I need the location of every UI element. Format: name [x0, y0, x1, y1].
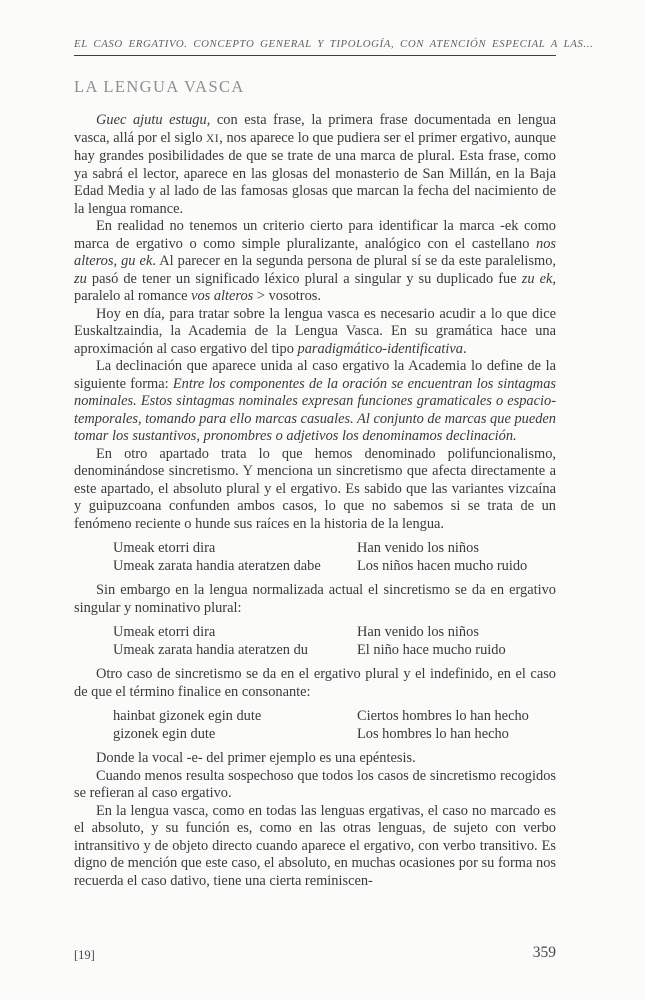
text-run: , con esta frase, la primera frase documentada en lengua vasca, allá por el siglo [74, 112, 556, 146]
page-title: LA LENGUA VASCA [74, 77, 245, 96]
text-run: > vosotros. [253, 288, 321, 304]
text-run: Donde la vocal -e- del primer ejemplo es una epéntesis. [96, 750, 416, 766]
italic-run: Entre los componentes de la oración se encuentran los sintagmas nominales. Estos sintagmas nominales expresan funciones gramaticales o espacio-temporales, tomando para ello marcas casuales. Al conjunto de marcas que pueden tomar los sustantivos, pronombres o adjetivos los denominamos declinación. [74, 375, 556, 444]
example-block [113, 540, 556, 575]
text-run: , paralelo al romance [74, 270, 557, 304]
text-run: En realidad no tenemos un criterio cierto para identificar la marca -ek como marca de ergativo o como simple pluralizante, analógico con el castellano [74, 218, 556, 252]
italic-run: vos alteros [191, 288, 254, 304]
example-translation: Han venido los niños [357, 540, 479, 556]
italic-run: Guec ajutu estugu [96, 112, 207, 128]
example-basque: Umeak zarata handia ateratzen dabe [113, 557, 321, 574]
paragraph [74, 306, 556, 359]
smallcaps-run: XI [206, 132, 220, 145]
text-run: En la lengua vasca, como en todas las lenguas ergativas, el caso no marcado es el absoluto, y su función es, como en las otras lenguas, de sujeto con verbo intransitivo y de objeto directo cuando aparece el ergativo, con verbo transitivo. Es digno de mención que este caso, el absoluto, en muchas ocasiones por su forma nos recuerda el caso dativo, tiene una cierta reminiscen- [74, 802, 556, 889]
example-translation: El niño hace mucho ruido [357, 641, 506, 658]
text-run: . Al parecer en la segunda persona de plural sí se da este paralelismo, [152, 253, 557, 269]
paragraph [74, 446, 556, 534]
text-run: En otro apartado trata lo que hemos denominado polifuncionalismo, denominándose sincretismo. Y menciona un sincretismo que afecta directamente a este apartado, el absoluto plural y el ergativo. Es sabido que las variantes vizcaína y guipuzcoana confunden ambos casos, lo que no sabemos si se trata de un fenómeno reciente o hunde sus raíces en la historia de la lengua. [74, 445, 556, 532]
text-run: Cuando menos resulta sospechoso que todos los casos de sincretismo recogidos se refieran al caso ergativo. [74, 767, 556, 801]
italic-run: zu [74, 270, 87, 287]
example-basque: Umeak etorri dira [113, 540, 216, 556]
text-run: Sin embargo en la lengua normalizada actual el sincretismo se da en ergativo singular y nominativo plural: [74, 582, 556, 616]
example-translation: Los niños hacen mucho ruido [357, 557, 528, 574]
paragraph [74, 218, 556, 306]
paragraph [74, 358, 556, 446]
page-content [74, 38, 594, 890]
paragraph [74, 768, 556, 803]
text-run: Hoy en día, para tratar sobre la lengua vasca es necesario acudir a lo que dice Euskaltzaindia, la Academia de la Lengua Vasca. En su gramática hace una aproximación al caso ergativo del tipo [74, 305, 556, 357]
example-row [113, 558, 556, 576]
example-row [113, 708, 556, 726]
example-translation: Ciertos hombres lo han hecho [357, 708, 529, 724]
italic-run: nos alteros, gu ek [74, 235, 556, 269]
example-block [113, 708, 556, 743]
footer-page-marker: [19] [74, 948, 95, 962]
example-row [113, 624, 556, 642]
example-basque: hainbat gizonek egin dute [113, 708, 262, 724]
text-run: Otro caso de sincretismo se da en el ergativo plural y el indefinido, en el caso de que el término finalice en consonante: [74, 666, 556, 700]
running-header: EL CASO ERGATIVO. CONCEPTO GENERAL Y TIPOLOGÍA, CON ATENCIÓN ESPECIAL A LAS... [74, 38, 556, 56]
example-row [113, 642, 556, 660]
italic-run: zu ek [521, 270, 553, 287]
italic-run: paradigmático-identificativa [297, 340, 463, 357]
text-run: , nos aparece lo que pudiera ser el primer ergativo, aunque hay grandes posibilidades de que se trate de una marca de plural. Esta frase, como ya sabrá el lector, aparece en las glosas del monasterio de San Millán, en la Baja Edad Media y al lado de las famosas glosas que marcan la fecha del nacimiento de la lengua romance. [74, 129, 556, 217]
text-run: La declinación que aparece unida al caso ergativo la Academia lo define de la siguiente forma: [74, 358, 556, 392]
example-row [113, 726, 556, 744]
paragraph [74, 750, 556, 768]
paragraph [74, 803, 556, 891]
text-run: . [463, 340, 467, 357]
body-text [74, 112, 556, 890]
example-basque: gizonek egin dute [113, 725, 216, 742]
example-row [113, 540, 556, 558]
paragraph [74, 112, 556, 218]
paragraph [74, 666, 556, 701]
example-basque: Umeak zarata handia ateratzen du [113, 641, 308, 658]
example-translation: Los hombres lo han hecho [357, 725, 509, 742]
example-translation: Han venido los niños [357, 624, 479, 640]
footer-page-number: 359 [532, 944, 556, 961]
paragraph [74, 582, 556, 617]
example-block [113, 624, 556, 659]
text-run: pasó de tener un significado léxico plural a singular y su duplicado fue [86, 270, 522, 287]
example-basque: Umeak etorri dira [113, 624, 216, 640]
